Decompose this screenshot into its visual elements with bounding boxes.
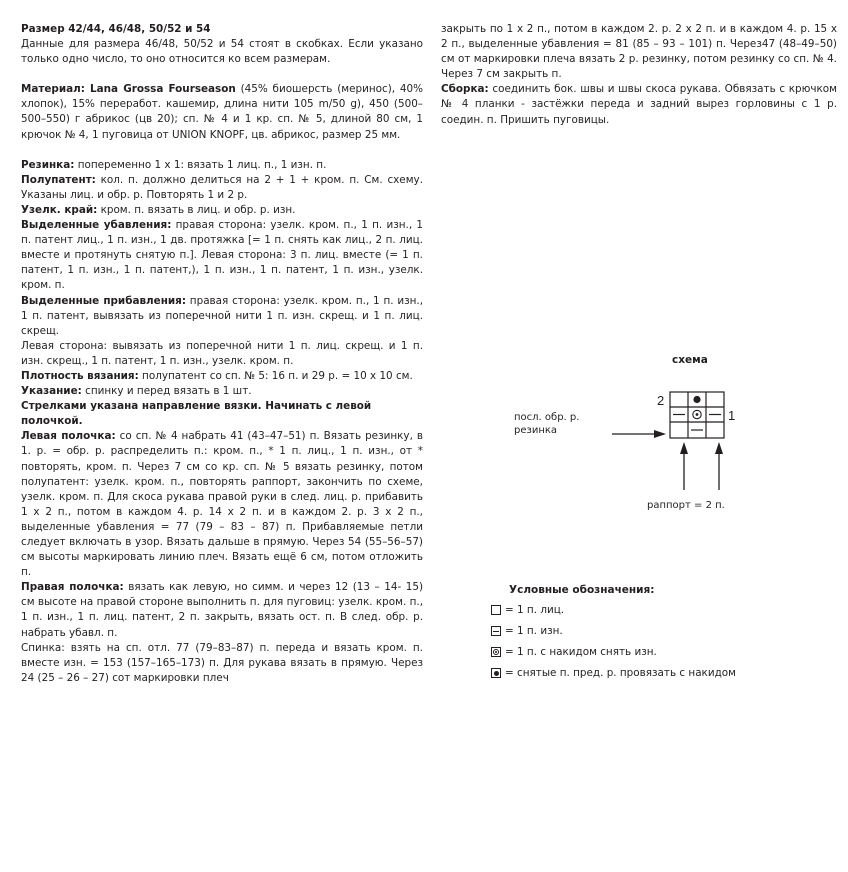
scheme-row-label: посл. обр. р. резинка — [514, 412, 580, 436]
arrows-paragraph: Стрелками указана направление вязки. Начинать с левой полочкой. — [21, 400, 372, 428]
scheme-row-number-1: 1 — [728, 408, 736, 423]
increase-left-paragraph: Левая сторона: вывязать из поперечной нити 1 п. лиц. скрещ. и 1 п. изн. скрещ., 1 п. патент, 1 п. изн., узелк. кром. п. — [21, 339, 423, 367]
continuation-paragraph: закрыть по 1 х 2 п., потом в каждом 2. р. 2 х 2 п. и в каждом 4. р. 15 х 2 п., выделенные убавления = 81 (85 – 93 – 101) п. Через47 (48–49–50) см от маркировки плеча вязать 2 р. резинку, потом резинку со сп. № 4. Через 7 см закрыть п. — [441, 23, 837, 81]
yarn-over-square-icon — [491, 647, 501, 657]
rib-paragraph: Резинка: попеременно 1 х 1: вязать 1 лиц. п., 1 изн. п. — [21, 158, 327, 171]
left-column — [21, 22, 423, 686]
note-paragraph: Указание: спинку и перед вязать в 1 шт. — [21, 385, 252, 398]
right-column — [441, 22, 837, 128]
gauge-paragraph: Плотность вязания: полупатент со сп. № 5: 16 п. и 29 р. = 10 х 10 см. — [21, 369, 413, 382]
legend-item: = снятые п. пред. р. провязать с накидом — [491, 667, 736, 679]
legend-item: = 1 п. изн. — [491, 625, 563, 637]
scheme-chart — [600, 380, 750, 492]
material-paragraph: Материал: Lana Grossa Fourseason (45% биошерсть (меринос), 40% хлопок), 15% переработ. кашемир, длина нити 105 m/50 g), 450 (500–500–550) г абрикос (цв 20); сп. № 4 и 1 кр. сп. № 5, длиной 80 см, 1 крючок № 4, 1 пуговица от UNION KNOPF, цв. абрикос, размер 25 мм. — [21, 83, 423, 141]
assembly-paragraph: Сборка: соединить бок. швы и швы скоса рукава. Обвязать с крючком № 4 планки - застёжки переда и задний вырез горловины с 1 р. соедин. п. Пришить пуговицы. — [441, 83, 837, 126]
legend-item: = 1 п. с накидом снять изн. — [491, 646, 657, 658]
arrow-up-icon — [715, 442, 723, 454]
arrow-right-icon — [654, 430, 666, 438]
scheme-title: схема — [672, 354, 708, 366]
size-heading: Размер 42/44, 46/48, 50/52 и 54 — [21, 23, 211, 35]
edge-paragraph: Узелк. край: кром. п. вязать в лиц. и обр. р. изн. — [21, 203, 296, 216]
scheme-dot-cell — [693, 396, 700, 403]
left-front-paragraph: Левая полочка: со сп. № 4 набрать 41 (43–47–51) п. Вязать резинку, в 1. р. = обр. р. распределить п.: кром. п., * 1 п. лиц., 1 п. изн., от * повторять, кром. п. Через 7 см со кр. сп. № 5 вязать резинку, потом полупатент: узелк. кром. п., повторять раппорт, закончить по схеме, узелк. кром. п. Для скоса рукава правой руки в след. лиц. р. прибавить 1 х 2 п., потом в каждом 4. р. 14 х 2 п. и в каждом 2. р. 3 х 2 п., выделенные убавления = 77 (79 – 83 – 87) п. Прибавляемые петли следует включать в узор. Вязать дальше в прямую. Через 54 (55–56–57) см высоты маркировать линию плеч. Вязать ещё 6 см, потом отложить п. — [21, 430, 423, 579]
legend-item: = 1 п. лиц. — [491, 604, 564, 616]
decrease-paragraph: Выделенные убавления: правая сторона: узелк. кром. п., 1 п. изн., 1 п. патент лиц., 1 п. изн., 1 дв. протяжка [= 1 п. снять как лиц., 2 п. лиц. вместе и протянуть снятую п.]. Левая сторона: 3 п. лиц. вместе (= 1 п. патент, 1 п. изн., 1 п. патент,), 1 п. изн., 1 п. патент, 1 п. изн., узелк. кром. п. — [21, 219, 423, 292]
scheme-rapport-label: раппорт = 2 п. — [647, 500, 725, 511]
arrow-up-icon — [680, 442, 688, 454]
legend-title: Условные обозначения: — [509, 584, 655, 596]
purl-square-icon — [491, 626, 501, 636]
knit-square-icon — [491, 605, 501, 615]
size-paragraph: Данные для размера 46/48, 50/52 и 54 стоят в скобках. Если указано только одно число, то оно относится ко всем размерам. — [21, 38, 423, 66]
filled-dot-square-icon — [491, 668, 501, 678]
increase-paragraph: Выделенные прибавления: правая сторона: узелк. кром. п., 1 п. изн., 1 п. патент, вывязать из поперечной нити 1 п. изн. скрещ. и 1 п. лиц. скрещ. — [21, 294, 424, 337]
scheme-row-number-2: 2 — [657, 393, 665, 408]
right-front-paragraph: Правая полочка: вязать как левую, но симм. и через 12 (13 – 14- 15) см высоте на правой стороне выполнить п. для пуговиц: узелк. кром. п., 1 п. изн., 1 п. лиц. патент, 2 п. закрыть, вязать ост. п. В след. обр. р. набрать убавл. п. — [21, 581, 423, 639]
half-fisherman-paragraph: Полупатент: кол. п. должно делиться на 2 + 1 + кром. п. См. схему. Указаны лиц. и обр. р. Повторять 1 и 2 р. — [21, 173, 423, 201]
material-label: Материал: Lana Grossa Fourseason — [21, 83, 236, 96]
back-paragraph: Спинка: взять на сп. отл. 77 (79–83–87) п. переда и вязать кром. п. вместе изн. = 153 (157–165–173) п. Для рукава вязать в прямую. Через 24 (25 – 26 – 27) сот маркировки плеч — [21, 641, 423, 684]
